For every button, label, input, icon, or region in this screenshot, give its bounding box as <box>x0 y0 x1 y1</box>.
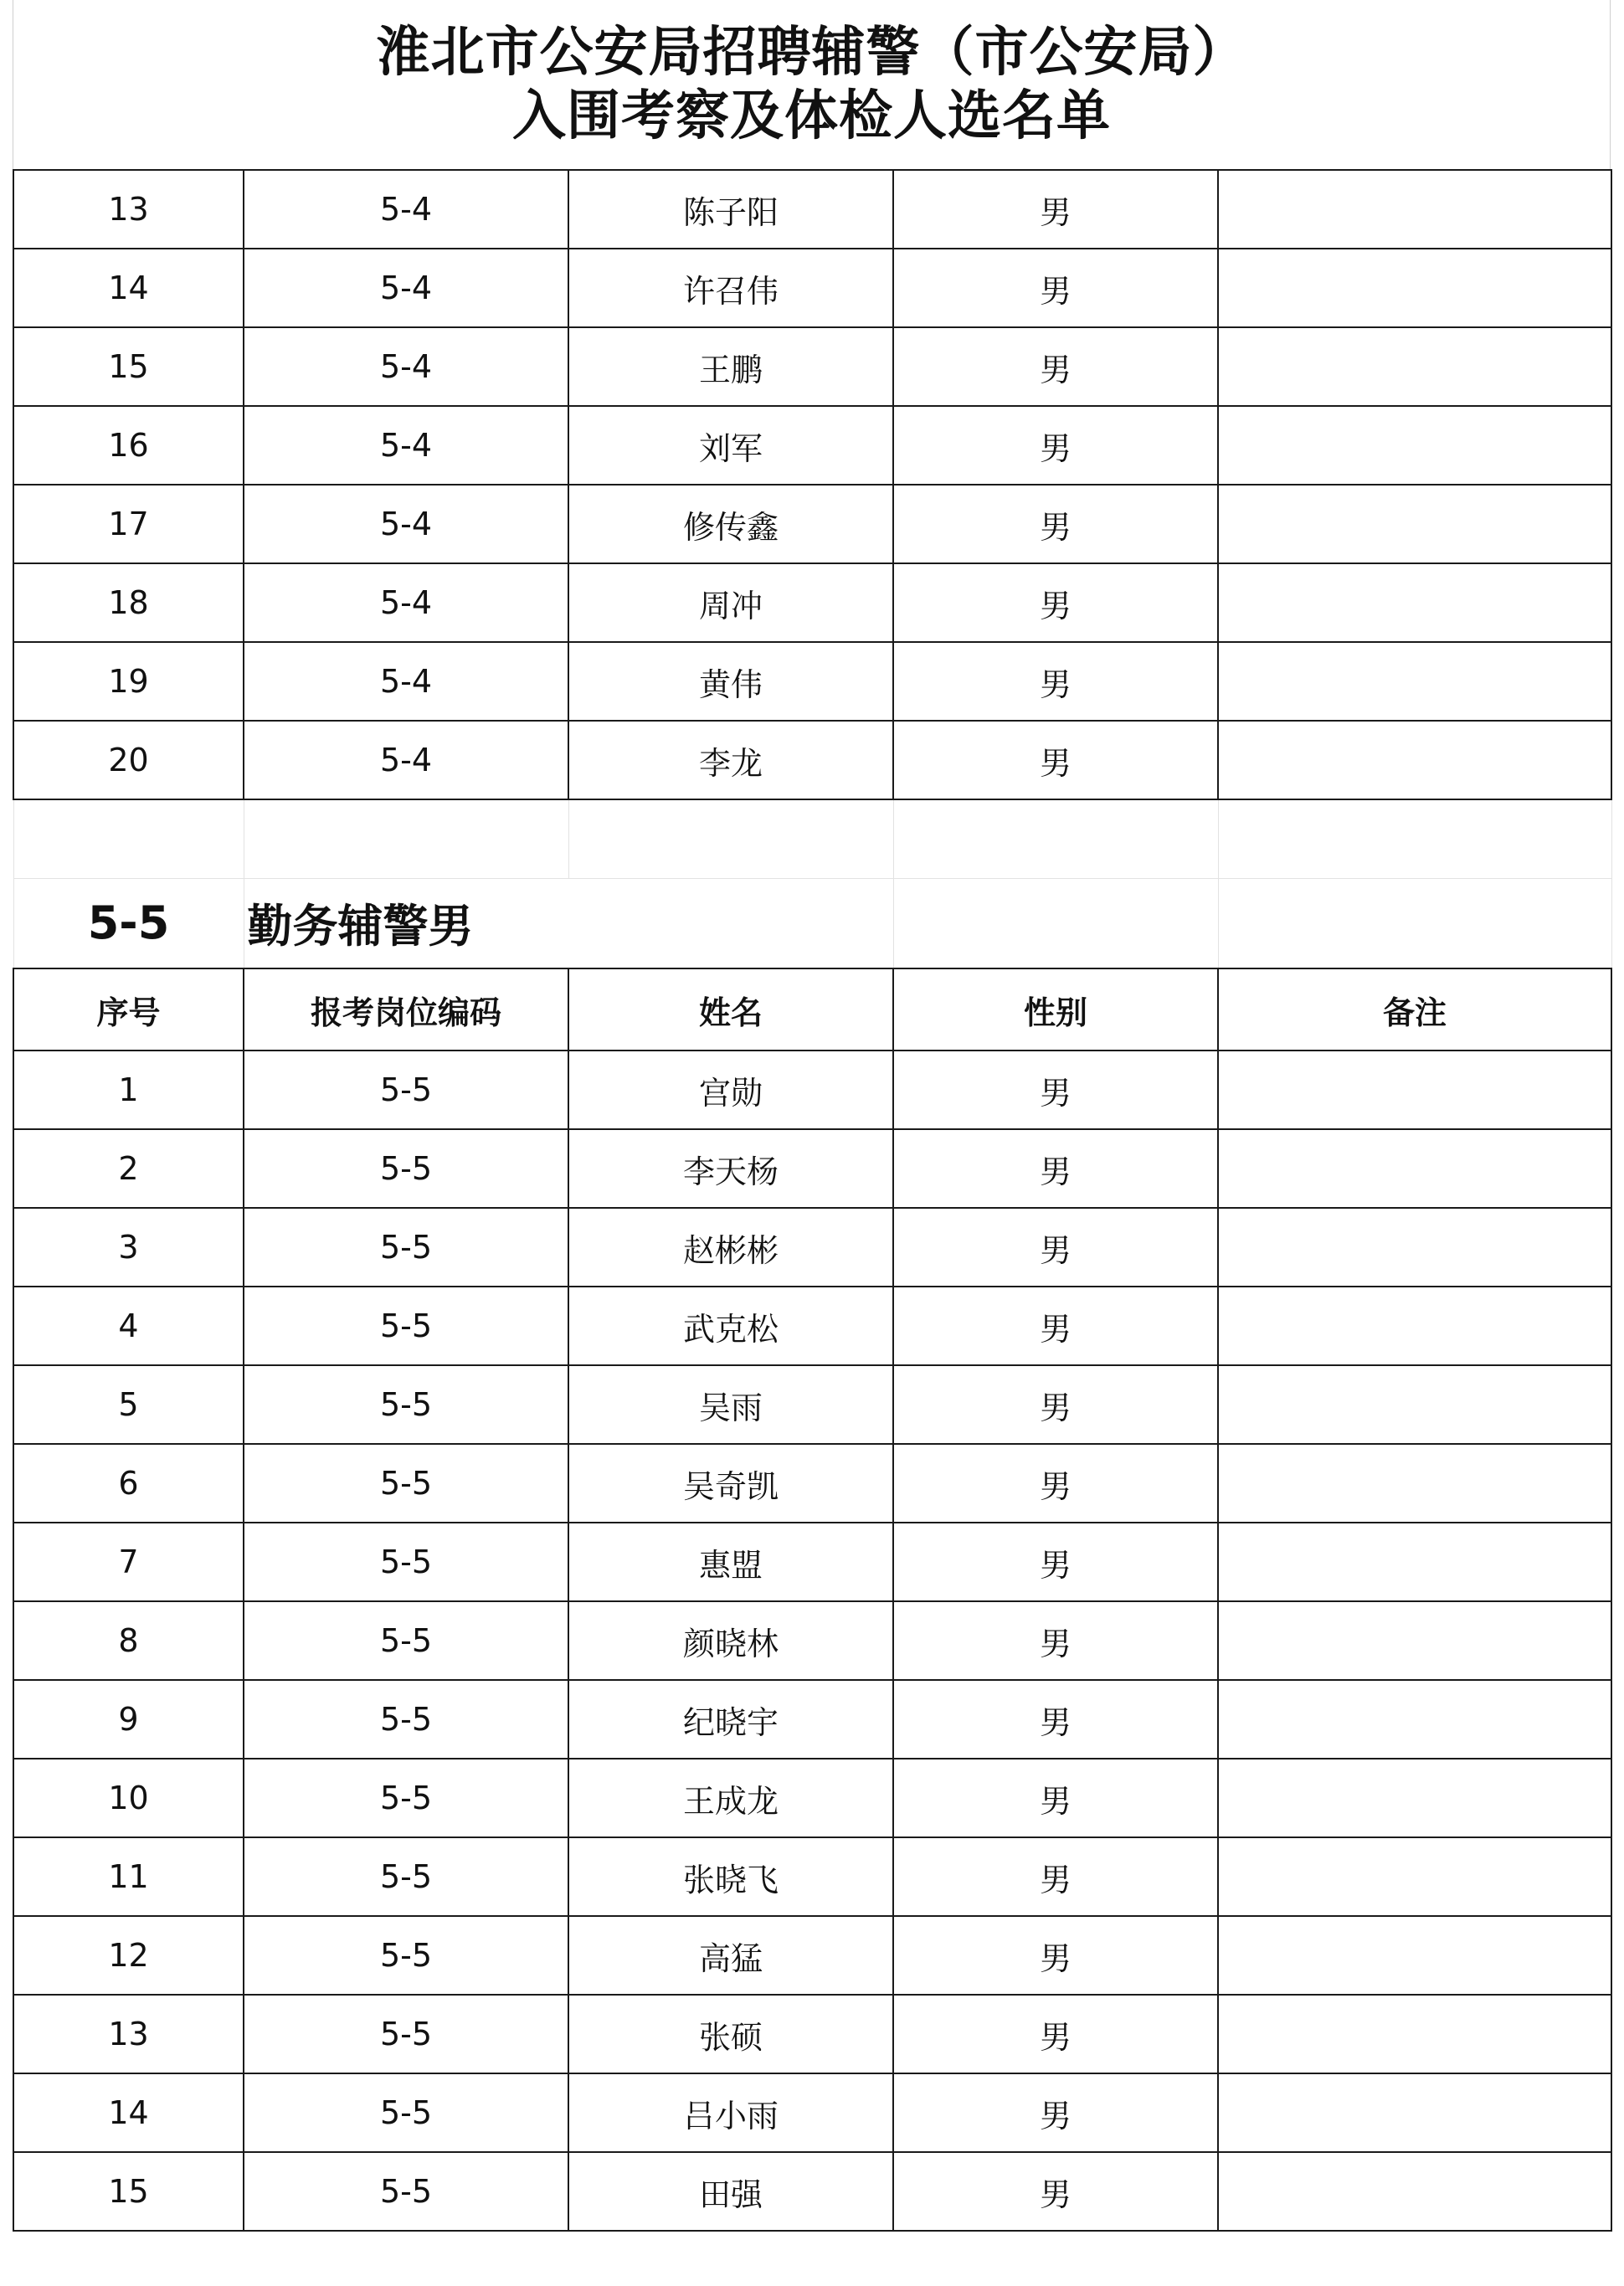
cell-no: 8 <box>13 1601 244 1680</box>
cell-no: 18 <box>13 563 244 642</box>
cell-gender: 男 <box>893 1680 1218 1759</box>
cell-name: 吕小雨 <box>568 2073 893 2152</box>
cell-gender: 男 <box>893 1129 1218 1208</box>
cell-no: 1 <box>13 1051 244 1129</box>
cell-name: 许召伟 <box>568 249 893 327</box>
cell-note <box>1218 1365 1611 1444</box>
cell-note <box>1218 249 1611 327</box>
header-note: 备注 <box>1218 968 1611 1051</box>
table-row <box>13 1837 1611 1916</box>
cell-gender: 男 <box>893 406 1218 485</box>
cell-no: 9 <box>13 1680 244 1759</box>
cell-name: 刘军 <box>568 406 893 485</box>
cell-gender: 男 <box>893 642 1218 721</box>
cell-name: 吴奇凯 <box>568 1444 893 1523</box>
cell-name: 纪晓宇 <box>568 1680 893 1759</box>
table-row <box>13 2073 1611 2152</box>
cell-name: 李天杨 <box>568 1129 893 1208</box>
section-break <box>13 799 1611 1051</box>
table-row <box>13 1444 1611 1523</box>
cell-no: 20 <box>13 721 244 799</box>
cell-gender: 男 <box>893 1916 1218 1995</box>
cell-name: 田强 <box>568 2152 893 2231</box>
cell-note <box>1218 170 1611 249</box>
cell-code: 5-5 <box>244 1601 568 1680</box>
cell-gender: 男 <box>893 1601 1218 1680</box>
cell-note <box>1218 1051 1611 1129</box>
cell-code: 5-5 <box>244 1995 568 2073</box>
cell-name: 周冲 <box>568 563 893 642</box>
table-row <box>13 642 1611 721</box>
cell-name: 吴雨 <box>568 1365 893 1444</box>
table-row <box>13 1287 1611 1365</box>
cell-code: 5-5 <box>244 1051 568 1129</box>
cell-code: 5-4 <box>244 170 568 249</box>
cell-name: 黄伟 <box>568 642 893 721</box>
cell-code: 5-5 <box>244 2073 568 2152</box>
header-gender: 性别 <box>893 968 1218 1051</box>
cell-gender: 男 <box>893 1287 1218 1365</box>
table-row <box>13 1523 1611 1601</box>
cell-note <box>1218 1129 1611 1208</box>
cell-code: 5-4 <box>244 721 568 799</box>
table-row <box>13 485 1611 563</box>
cell-note <box>1218 642 1611 721</box>
cell-code: 5-5 <box>244 1444 568 1523</box>
document-sheet <box>13 0 1611 2232</box>
cell-code: 5-4 <box>244 406 568 485</box>
title-block <box>13 0 1611 169</box>
table-row <box>13 170 1611 249</box>
cell-name: 王成龙 <box>568 1759 893 1837</box>
cell-code: 5-5 <box>244 1759 568 1837</box>
cell-note <box>1218 485 1611 563</box>
table-row <box>13 721 1611 799</box>
cell-code: 5-5 <box>244 1680 568 1759</box>
cell-note <box>1218 721 1611 799</box>
cell-code: 5-5 <box>244 1129 568 1208</box>
cell-gender: 男 <box>893 2073 1218 2152</box>
cell-name: 陈子阳 <box>568 170 893 249</box>
cell-code: 5-5 <box>244 1916 568 1995</box>
cell-gender: 男 <box>893 1837 1218 1916</box>
cell-name: 宫勋 <box>568 1051 893 1129</box>
cell-no: 14 <box>13 249 244 327</box>
cell-name: 修传鑫 <box>568 485 893 563</box>
cell-note <box>1218 563 1611 642</box>
table-row <box>13 2152 1611 2231</box>
cell-name: 李龙 <box>568 721 893 799</box>
table-header-row <box>13 968 1611 1051</box>
table-row <box>13 406 1611 485</box>
cell-no: 13 <box>13 1995 244 2073</box>
cell-no: 16 <box>13 406 244 485</box>
cell-code: 5-5 <box>244 1287 568 1365</box>
cell-gender: 男 <box>893 249 1218 327</box>
cell-code: 5-4 <box>244 327 568 406</box>
table-row <box>13 249 1611 327</box>
table-top-body <box>13 170 1611 799</box>
table-row <box>13 1208 1611 1287</box>
cell-note <box>1218 1287 1611 1365</box>
cell-gender: 男 <box>893 1051 1218 1129</box>
cell-no: 19 <box>13 642 244 721</box>
cell-note <box>1218 2073 1611 2152</box>
cell-code: 5-4 <box>244 485 568 563</box>
cell-no: 3 <box>13 1208 244 1287</box>
cell-no: 7 <box>13 1523 244 1601</box>
header-code: 报考岗位编码 <box>244 968 568 1051</box>
cell-name: 颜晓林 <box>568 1601 893 1680</box>
cell-gender: 男 <box>893 1523 1218 1601</box>
cell-gender: 男 <box>893 1444 1218 1523</box>
cell-gender: 男 <box>893 721 1218 799</box>
cell-code: 5-5 <box>244 1208 568 1287</box>
cell-gender: 男 <box>893 1208 1218 1287</box>
section-code: 5-5 <box>13 878 244 968</box>
cell-name: 赵彬彬 <box>568 1208 893 1287</box>
cell-no: 11 <box>13 1837 244 1916</box>
cell-no: 2 <box>13 1129 244 1208</box>
table-row <box>13 1365 1611 1444</box>
cell-note <box>1218 2152 1611 2231</box>
cell-no: 6 <box>13 1444 244 1523</box>
table-row <box>13 1759 1611 1837</box>
cell-code: 5-4 <box>244 563 568 642</box>
cell-code: 5-4 <box>244 249 568 327</box>
page-title: 淮北市公安局招聘辅警（市公安局） <box>376 22 1247 84</box>
cell-note <box>1218 1208 1611 1287</box>
page-subtitle: 入围考察及体检人选名单 <box>512 85 1111 147</box>
cell-code: 5-4 <box>244 642 568 721</box>
cell-gender: 男 <box>893 327 1218 406</box>
cell-note <box>1218 1995 1611 2073</box>
cell-name: 王鹏 <box>568 327 893 406</box>
cell-no: 13 <box>13 170 244 249</box>
cell-note <box>1218 406 1611 485</box>
table-row <box>13 1129 1611 1208</box>
table-row <box>13 1916 1611 1995</box>
cell-code: 5-5 <box>244 1365 568 1444</box>
cell-note <box>1218 1916 1611 1995</box>
header-name: 姓名 <box>568 968 893 1051</box>
cell-name: 惠盟 <box>568 1523 893 1601</box>
cell-note <box>1218 1680 1611 1759</box>
cell-note <box>1218 1837 1611 1916</box>
cell-gender: 男 <box>893 1759 1218 1837</box>
header-no: 序号 <box>13 968 244 1051</box>
section-title: 勤务辅警男 <box>244 878 893 968</box>
cell-note <box>1218 327 1611 406</box>
cell-gender: 男 <box>893 1995 1218 2073</box>
cell-no: 17 <box>13 485 244 563</box>
table-row <box>13 1051 1611 1129</box>
cell-code: 5-5 <box>244 2152 568 2231</box>
cell-note <box>1218 1759 1611 1837</box>
table-row <box>13 1601 1611 1680</box>
cell-code: 5-5 <box>244 1523 568 1601</box>
table-row <box>13 1995 1611 2073</box>
cell-no: 14 <box>13 2073 244 2152</box>
cell-name: 张硕 <box>568 1995 893 2073</box>
cell-note <box>1218 1444 1611 1523</box>
cell-no: 15 <box>13 2152 244 2231</box>
cell-no: 5 <box>13 1365 244 1444</box>
cell-name: 张晓飞 <box>568 1837 893 1916</box>
cell-no: 10 <box>13 1759 244 1837</box>
spacer-row <box>13 799 1611 878</box>
cell-gender: 男 <box>893 170 1218 249</box>
cell-note <box>1218 1601 1611 1680</box>
cell-gender: 男 <box>893 563 1218 642</box>
cell-no: 15 <box>13 327 244 406</box>
table-row <box>13 563 1611 642</box>
cell-name: 高猛 <box>568 1916 893 1995</box>
section-heading-row <box>13 878 1611 968</box>
cell-gender: 男 <box>893 1365 1218 1444</box>
cell-gender: 男 <box>893 485 1218 563</box>
table-row <box>13 1680 1611 1759</box>
cell-no: 12 <box>13 1916 244 1995</box>
cell-code: 5-5 <box>244 1837 568 1916</box>
table-row <box>13 327 1611 406</box>
cell-gender: 男 <box>893 2152 1218 2231</box>
cell-no: 4 <box>13 1287 244 1365</box>
roster-table <box>13 169 1612 2232</box>
table-bottom-body <box>13 1051 1611 2231</box>
cell-name: 武克松 <box>568 1287 893 1365</box>
cell-note <box>1218 1523 1611 1601</box>
